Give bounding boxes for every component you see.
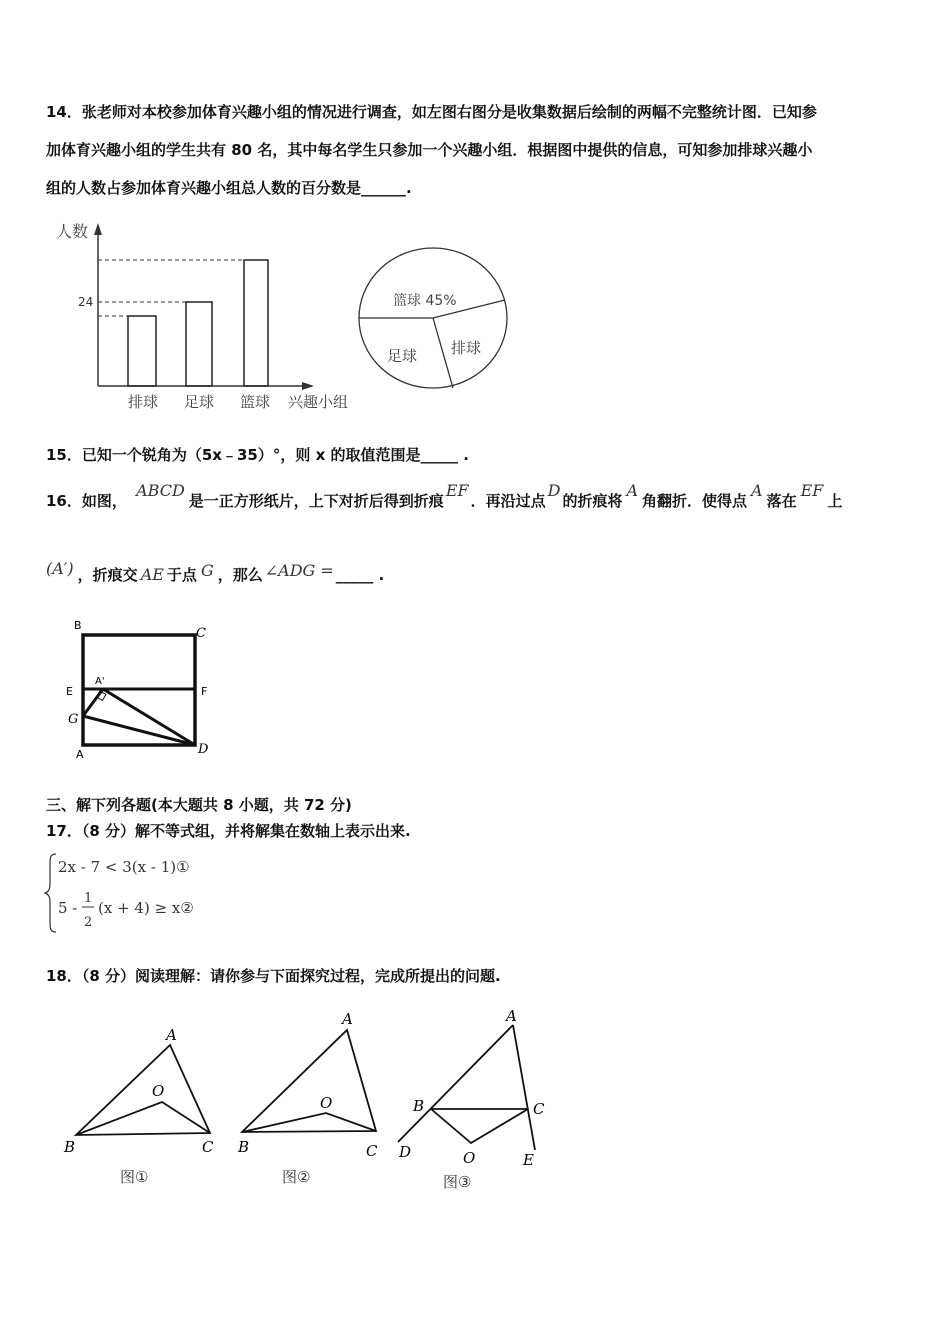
fig16-label-f: F	[201, 685, 208, 698]
q14-line3: 组的人数占参加体育兴趣小组总人数的百分数是______.	[46, 179, 412, 197]
fig3-line-ad	[398, 1025, 513, 1142]
math-ae: AE	[140, 565, 164, 584]
section3-title: 三、解下列各题(本大题共 8 小题，共 72 分)	[46, 796, 352, 814]
q16-t4: 角翻折．使得点	[642, 492, 748, 510]
fig1-label-a: A	[166, 1026, 177, 1044]
fig2-label-a: A	[342, 1010, 353, 1028]
math-g: G	[200, 561, 214, 580]
fig1-label-b: B	[64, 1138, 76, 1156]
fig3-label-o: O	[463, 1149, 476, 1167]
fig2-label-b: B	[238, 1138, 250, 1156]
fig3-line-ae	[513, 1025, 535, 1150]
square-fold-figure	[58, 617, 228, 767]
q16-t3: 的折痕将	[562, 492, 623, 510]
fig16-label-c: C	[196, 626, 206, 641]
fig3-label-b: B	[413, 1097, 425, 1115]
bar-basketball	[244, 260, 268, 386]
math-d: D	[547, 481, 561, 500]
fig1-label-o: O	[152, 1082, 165, 1100]
left-brace	[45, 854, 56, 932]
pie-chart	[355, 245, 515, 395]
q16-prefix: 16．如图，	[46, 492, 127, 510]
math-a2: A	[751, 481, 763, 500]
q16-t1: 是一正方形纸片，上下对折后得到折痕	[188, 492, 444, 510]
fig16-label-b: B	[74, 619, 82, 632]
q14-line2: 加体育兴趣小组的学生共有 80 名，其中每名学生只参加一个兴趣小组．根据图中提供的信息，可知参加排球兴趣小	[46, 141, 813, 159]
bar-label-football: 足球	[184, 393, 215, 411]
math-angle-adg: ∠ADG =	[264, 561, 334, 580]
fig16-label-a-prime: A'	[95, 676, 105, 687]
q18-text: 18．（8 分）阅读理解：请你参与下面探究过程，完成所提出的问题.	[46, 967, 501, 985]
fig3-label-e: E	[523, 1151, 534, 1169]
pie-label-basketball: 篮球 45%	[393, 293, 457, 309]
y-tick-24: 24	[78, 295, 94, 309]
fig3-label-a: A	[506, 1007, 517, 1025]
bar-label-volleyball: 排球	[128, 393, 159, 411]
q14-line1: 14．张老师对本校参加体育兴趣小组的情况进行调查，如左图右图分是收集数据后绘制的两幅不完整统计图．已知参	[46, 103, 817, 121]
bar-chart	[50, 215, 360, 415]
bar-football	[186, 302, 212, 386]
fig2-caption: 图②	[282, 1168, 311, 1185]
q16-l2-t3: ，那么	[217, 566, 263, 584]
inequality-2-suffix: (x + 4) ≥ x②	[98, 899, 194, 917]
fig16-label-g: G	[68, 712, 79, 727]
q16-answer-blank: _____ .	[335, 566, 385, 584]
fig16-label-a: A	[76, 748, 84, 761]
fig2-label-c: C	[366, 1142, 378, 1160]
fig3-label-d: D	[399, 1143, 412, 1161]
math-a-prime: (A′)	[46, 559, 74, 578]
math-ef2: EF	[800, 481, 824, 500]
inequality-system	[44, 850, 264, 936]
math-abcd: ABCD	[136, 481, 185, 500]
q17-text: 17．（8 分）解不等式组，并将解集在数轴上表示出来.	[46, 822, 411, 840]
figure-3	[393, 1005, 563, 1195]
figure-2	[232, 1010, 402, 1185]
inequality-2-prefix: 5 -	[58, 899, 78, 917]
fraction-numerator: 1	[84, 891, 93, 906]
fig1-caption: 图①	[120, 1168, 149, 1186]
q16-line2	[46, 559, 385, 588]
fig16-label-d: D	[198, 742, 209, 757]
pie-label-volleyball: 排球	[451, 339, 482, 357]
math-a: A	[626, 481, 639, 500]
pie-divider-bottom	[433, 318, 453, 388]
q16-t6: 上	[827, 492, 843, 510]
segment-ga1	[83, 689, 103, 716]
q16-t2: ．再沿过点	[470, 492, 546, 510]
q16-l2-t2: 于点	[166, 566, 197, 584]
q15-text: 15．已知一个锐角为（5x﹣35）°，则 x 的取值范围是_____ .	[46, 446, 469, 464]
fig3-segments-bo-oc	[431, 1109, 528, 1143]
fig16-label-e: E	[66, 685, 73, 698]
fig2-segments-bo-oc	[242, 1113, 376, 1132]
fig1-triangle-abc	[76, 1045, 210, 1135]
math-ef: EF	[445, 481, 469, 500]
inequality-1: 2x - 7 < 3(x - 1)①	[58, 858, 190, 876]
pie-label-football: 足球	[387, 347, 418, 365]
bar-label-basketball: 篮球	[240, 393, 271, 411]
fig1-segments-bo-oc	[76, 1102, 210, 1135]
y-axis-arrow	[94, 223, 102, 235]
fig3-label-c: C	[533, 1100, 545, 1118]
x-axis-arrow	[302, 382, 314, 390]
fraction-denominator: 2	[84, 915, 93, 930]
q16-t5: 落在	[766, 492, 797, 510]
q16-l2-t1: ，折痕交	[77, 566, 138, 584]
segment-a1d	[103, 689, 195, 745]
y-axis-label: 人数	[56, 222, 89, 241]
segment-gd	[83, 716, 195, 745]
figure-1	[60, 1020, 230, 1190]
x-axis-label: 兴趣小组	[288, 393, 349, 411]
q16-line1	[46, 481, 843, 514]
fig2-label-o: O	[320, 1094, 333, 1112]
bar-volleyball	[128, 316, 156, 386]
fig3-caption: 图③	[443, 1173, 472, 1191]
fig1-label-c: C	[202, 1138, 214, 1156]
